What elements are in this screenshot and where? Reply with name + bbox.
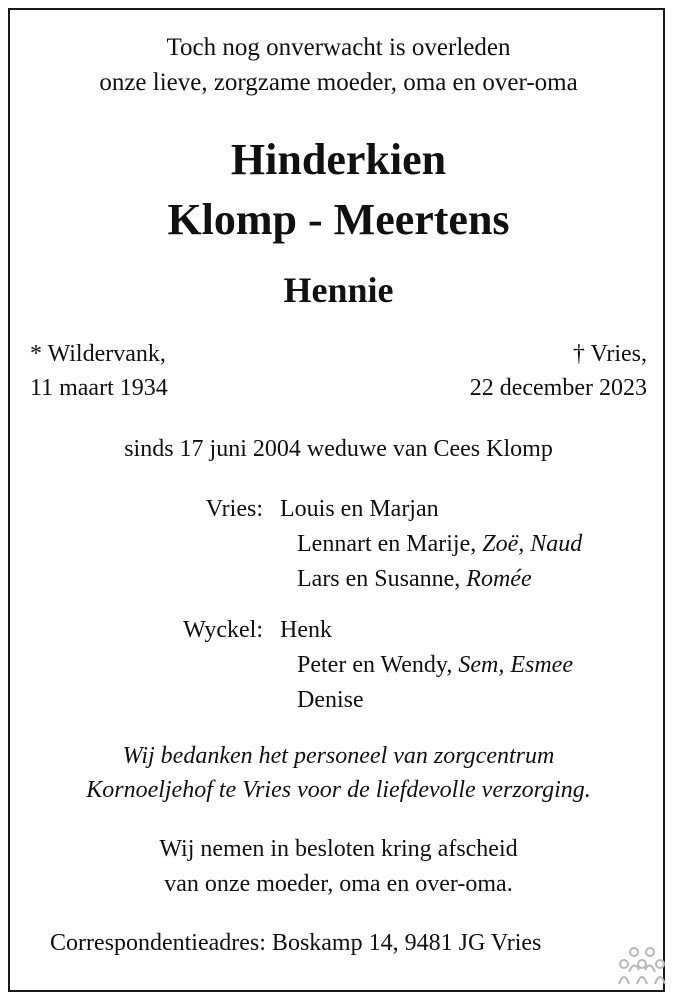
correspondence-address: Correspondentieadres: Boskamp 14, 9481 JG Vries: [50, 930, 542, 956]
widow-note: sinds 17 juni 2004 weduwe van Cees Klomp: [124, 436, 553, 462]
family-line: [297, 684, 364, 716]
family-line: [297, 528, 582, 560]
intro-line-2: onze lieve, zorgzame moeder, oma en over-oma: [99, 69, 578, 96]
thanks-line-1: Wij bedanken het personeel van zorgcentrum: [122, 743, 555, 769]
family-line: [297, 649, 573, 681]
death-place: † Vries,: [572, 341, 647, 367]
family-line-text: Lars en Susanne,: [297, 566, 467, 592]
deceased-first-name: Hinderkien: [230, 135, 447, 184]
family-head-vries: Louis en Marjan: [280, 496, 439, 522]
thanks-line-2: Kornoeljehof te Vries voor de liefdevolle verzorging.: [86, 777, 591, 803]
grandchildren-names: Romée: [466, 566, 532, 592]
death-date: 22 december 2023: [469, 375, 647, 401]
intro-line-1: Toch nog onverwacht is overleden: [166, 34, 511, 61]
birth-place: * Wildervank,: [30, 341, 166, 367]
family-line-text: Denise: [297, 687, 364, 713]
grandchildren-names: Zoë, Naud: [482, 531, 583, 557]
family-line-text: Peter en Wendy,: [297, 652, 459, 678]
family-place-wyckel: Wyckel:: [183, 617, 263, 643]
people-group-icon: [618, 944, 666, 988]
birth-date: 11 maart 1934: [30, 375, 168, 401]
family-place-vries: Vries:: [205, 496, 263, 522]
grandchildren-names: Sem, Esmee: [458, 652, 573, 678]
deceased-nickname: Hennie: [283, 270, 394, 310]
family-line: [297, 563, 532, 595]
family-line-text: Lennart en Marije,: [297, 531, 483, 557]
farewell-line-2: van onze moeder, oma en over-oma.: [164, 871, 513, 897]
farewell-line-1: Wij nemen in besloten kring afscheid: [159, 836, 518, 862]
deceased-surname: Klomp - Meertens: [167, 195, 510, 244]
family-head-wyckel: Henk: [280, 617, 332, 643]
